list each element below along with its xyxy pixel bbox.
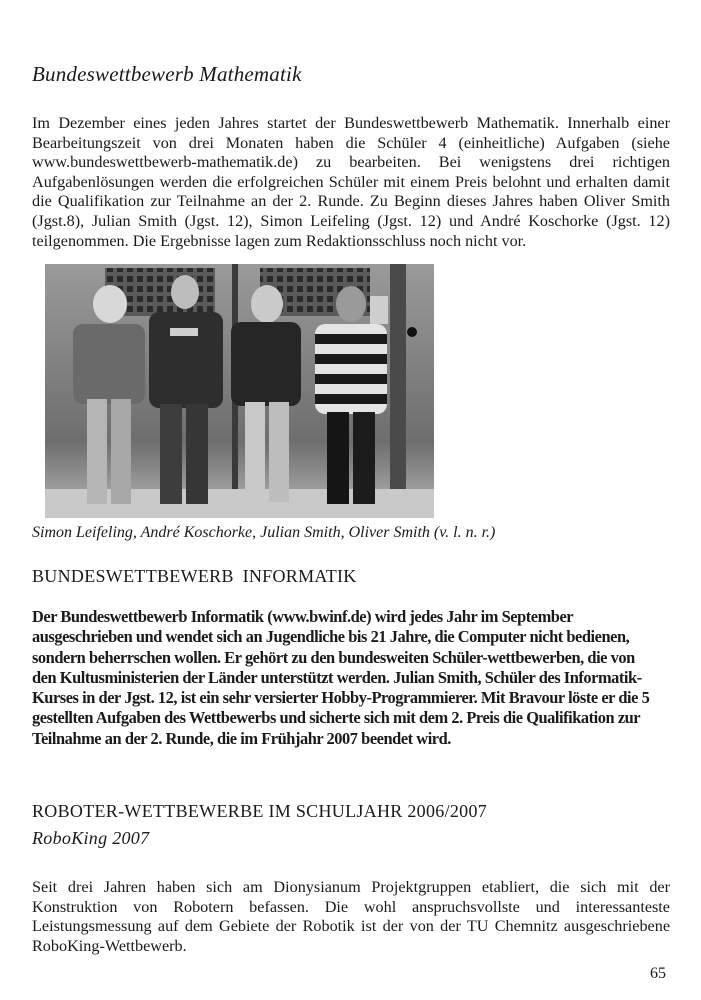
photo-caption: Simon Leifeling, André Koschorke, Julian Smith, Oliver Smith (v. l. n. r.) xyxy=(32,524,496,541)
section-heading-mathematik: Bundeswettbewerb Mathematik xyxy=(32,62,302,86)
paragraph-informatik: Der Bundeswettbewerb Informatik (www.bwinf.de) wird jedes Jahr im September ausgeschrieben und wendet sich an Jugendliche bis 21 Jahre, die Computer nicht bedienen, sondern beherrschen wollen. Er gehört zu den bundesweiten Schüler-wettbewerben, die von den Kultusministerien der Länder unterstützt werden. Julian Smith, Schüler des Informatik-Kurses in der Jgst. 12, ist ein sehr versierter Hobby-Programmierer. Mit Bravour löste er die 5 gestellten Aufgaben des Wettbewerbs und sicherte sich mit dem 2. Preis die Qualifikation zur Teilnahme an der 2. Runde, die im Frühjahr 2007 beendet wird. xyxy=(32,607,650,748)
page-number: 65 xyxy=(650,965,666,982)
photo-illustration xyxy=(45,264,434,518)
section-heading-roboter: ROBOTER-WETTBEWERBE IM SCHULJAHR 2006/2007 xyxy=(32,801,488,821)
section-heading-informatik: BUNDESWETTBEWERB INFORMATIK xyxy=(32,566,357,586)
paragraph-mathematik: Im Dezember eines jeden Jahres startet der Bundeswettbewerb Mathematik. Innerhalb einer Bearbeitungszeit von drei Monaten haben die Schüler 4 (einheitliche) Aufgaben (siehe www.bundeswettbewerb-mathematik.de) zu bearbeiten. Bei wenigstens drei richtigen Aufgabenlösungen werden die erfolgreichen Schüler mit einem Preis belohnt und erhalten damit die Qualifikation zur Teilnahme an der 2. Runde. Zu Beginn dieses Jahres haben Oliver Smith (Jgst.8), Julian Smith (Jgst. 12), Simon Leifeling (Jgst. 12) und André Koschorke (Jgst. 12) teilgenommen. Die Ergebnisse lagen zum Redaktionsschluss noch nicht vor. xyxy=(32,114,670,250)
paragraph-roboter: Seit drei Jahren haben sich am Dionysianum Projektgruppen etabliert, die sich mit der Konstruktion von Robotern befassen. Die wohl anspruchsvollste und interessanteste Leistungsmessung auf dem Gebiete der Robotik ist der von der TU Chemnitz ausgeschriebene RoboKing-Wettbewerb. xyxy=(32,878,670,955)
group-photo xyxy=(45,264,434,518)
subheading-roboking: RoboKing 2007 xyxy=(32,828,150,848)
